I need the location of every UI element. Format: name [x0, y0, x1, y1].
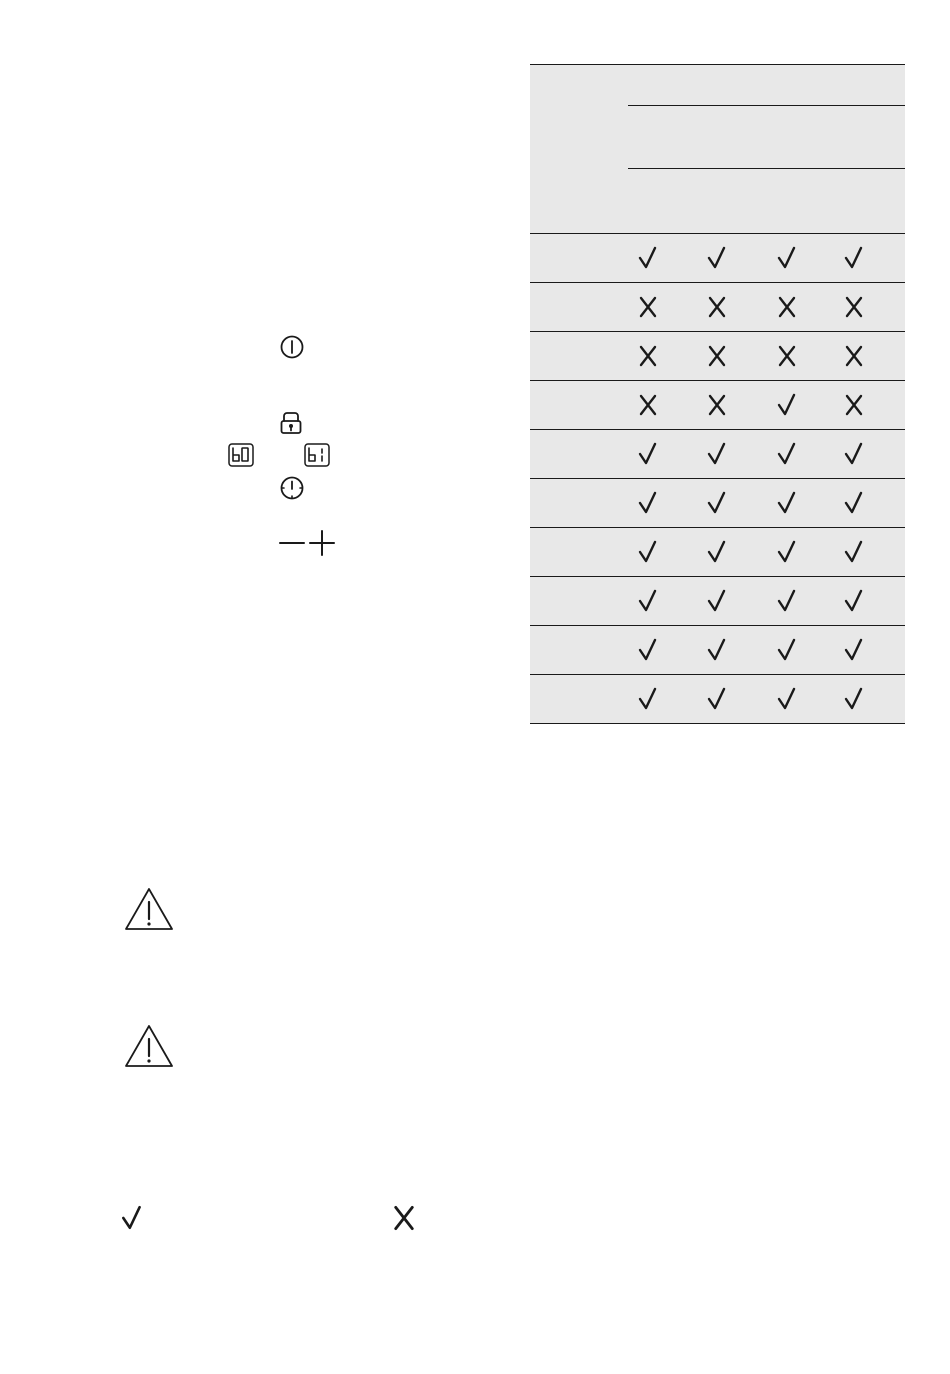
- power-icon: [279, 334, 305, 360]
- check-icon: [777, 589, 797, 613]
- table-row: [530, 527, 905, 576]
- check-icon: [844, 687, 864, 711]
- header-divider: [628, 168, 905, 169]
- table-row: [530, 625, 905, 674]
- check-icon: [707, 246, 727, 270]
- legend-cross-icon: [392, 1205, 416, 1231]
- table-cell: [633, 332, 663, 380]
- cross-icon: [844, 295, 864, 319]
- table-cell: [772, 626, 802, 674]
- table-cell: [702, 381, 732, 429]
- table-cell: [772, 528, 802, 576]
- compatibility-table: [530, 64, 905, 724]
- check-icon: [638, 687, 658, 711]
- check-icon: [638, 589, 658, 613]
- table-cell: [702, 332, 732, 380]
- table-cell: [633, 381, 663, 429]
- check-icon: [777, 393, 797, 417]
- table-cell: [772, 430, 802, 478]
- check-icon: [777, 491, 797, 515]
- table-cell: [702, 577, 732, 625]
- check-icon: [707, 638, 727, 662]
- cross-icon: [844, 344, 864, 368]
- check-icon: [638, 638, 658, 662]
- warning-icon: [124, 1024, 174, 1068]
- table-cell: [839, 479, 869, 527]
- table-cell: [839, 234, 869, 282]
- table-row: [530, 674, 905, 724]
- table-row: [530, 478, 905, 527]
- table-cell: [702, 283, 732, 331]
- table-row: [530, 331, 905, 380]
- cross-icon: [707, 393, 727, 417]
- table-cell: [839, 381, 869, 429]
- warning-icon: [124, 887, 174, 931]
- b1-display-icon: [304, 443, 330, 467]
- legend-check-icon: [121, 1205, 143, 1231]
- header-divider: [628, 105, 905, 106]
- check-icon: [844, 442, 864, 466]
- check-icon: [707, 442, 727, 466]
- table-cell: [702, 430, 732, 478]
- table-cell: [772, 479, 802, 527]
- child-lock-icon: [279, 410, 303, 436]
- table-row: [530, 282, 905, 331]
- table-cell: [702, 479, 732, 527]
- table-row: [530, 576, 905, 625]
- cross-icon: [777, 344, 797, 368]
- check-icon: [844, 638, 864, 662]
- check-icon: [707, 540, 727, 564]
- check-icon: [638, 442, 658, 466]
- check-icon: [707, 589, 727, 613]
- cross-icon: [638, 295, 658, 319]
- timer-icon: [279, 475, 305, 501]
- table-cell: [633, 675, 663, 723]
- table-cell: [702, 234, 732, 282]
- table-row: [530, 429, 905, 478]
- cross-icon: [707, 344, 727, 368]
- b0-display-icon: [228, 443, 254, 467]
- table-cell: [772, 577, 802, 625]
- check-icon: [707, 687, 727, 711]
- table-cell: [839, 332, 869, 380]
- table-cell: [772, 381, 802, 429]
- check-icon: [638, 246, 658, 270]
- check-icon: [844, 491, 864, 515]
- check-icon: [777, 246, 797, 270]
- cross-icon: [707, 295, 727, 319]
- table-header: [530, 64, 905, 233]
- table-cell: [839, 430, 869, 478]
- table-cell: [772, 332, 802, 380]
- table-cell: [772, 675, 802, 723]
- table-cell: [702, 528, 732, 576]
- check-icon: [638, 491, 658, 515]
- table-cell: [772, 234, 802, 282]
- table-cell: [633, 528, 663, 576]
- table-cell: [839, 675, 869, 723]
- table-cell: [633, 234, 663, 282]
- table-cell: [633, 430, 663, 478]
- table-cell: [633, 626, 663, 674]
- table-cell: [839, 626, 869, 674]
- table-row: [530, 380, 905, 429]
- cross-icon: [844, 393, 864, 417]
- table-body: [530, 233, 905, 724]
- minus-plus-icons: [279, 531, 335, 555]
- check-icon: [638, 540, 658, 564]
- check-icon: [777, 687, 797, 711]
- check-icon: [844, 246, 864, 270]
- cross-icon: [777, 295, 797, 319]
- check-icon: [844, 540, 864, 564]
- check-icon: [707, 491, 727, 515]
- cross-icon: [638, 393, 658, 417]
- table-cell: [633, 577, 663, 625]
- table-cell: [633, 479, 663, 527]
- table-cell: [839, 528, 869, 576]
- check-icon: [777, 442, 797, 466]
- table-row: [530, 233, 905, 282]
- table-cell: [839, 577, 869, 625]
- cross-icon: [638, 344, 658, 368]
- check-icon: [844, 589, 864, 613]
- table-cell: [772, 283, 802, 331]
- table-cell: [702, 675, 732, 723]
- check-icon: [777, 638, 797, 662]
- table-cell: [633, 283, 663, 331]
- table-cell: [839, 283, 869, 331]
- table-cell: [702, 626, 732, 674]
- check-icon: [777, 540, 797, 564]
